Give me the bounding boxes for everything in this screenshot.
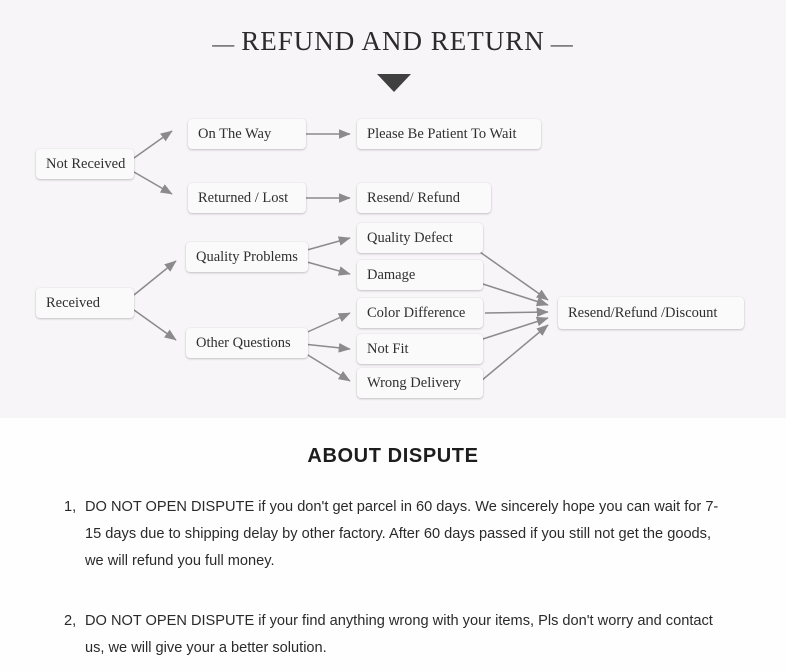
node-label: Wrong Delivery: [367, 374, 462, 391]
node-wrong-delivery[interactable]: [357, 368, 483, 398]
node-quality-problems[interactable]: [186, 242, 308, 272]
node-not-fit[interactable]: [357, 334, 483, 364]
node-resend-refund[interactable]: [357, 183, 491, 213]
dispute-item-number: 1,: [64, 499, 77, 515]
dispute-item-text: DO NOT OPEN DISPUTE if your find anything wrong with your items, Pls don't worry and contact us, we will give your a better solution.: [85, 613, 713, 656]
node-label: Received: [46, 294, 100, 311]
node-label: On The Way: [198, 125, 272, 142]
node-other-questions[interactable]: [186, 328, 308, 358]
node-label: Damage: [367, 266, 416, 283]
node-label: Resend/ Refund: [367, 189, 461, 206]
dispute-item-2: [64, 608, 724, 662]
node-damage[interactable]: [357, 260, 483, 290]
node-label: Returned / Lost: [198, 189, 289, 206]
node-label: Quality Problems: [196, 248, 298, 265]
node-returned-lost[interactable]: [188, 183, 306, 213]
title-dash-left: —: [212, 30, 236, 56]
node-label: Not Received: [46, 155, 126, 172]
node-not-received[interactable]: [36, 149, 134, 179]
dispute-heading: ABOUT DISPUTE: [307, 445, 479, 467]
node-resend-refund-discount[interactable]: [558, 297, 744, 329]
dispute-section: [0, 418, 786, 672]
node-color-difference[interactable]: [357, 298, 483, 328]
node-please-be-patient-to-wait[interactable]: [357, 119, 541, 149]
title-text: REFUND AND RETURN: [241, 26, 545, 56]
node-label: Quality Defect: [367, 229, 453, 246]
node-label: Resend/Refund /Discount: [568, 304, 718, 321]
node-quality-defect[interactable]: [357, 223, 483, 253]
node-label: Please Be Patient To Wait: [367, 125, 517, 142]
node-received[interactable]: [36, 288, 134, 318]
dispute-item-1: [64, 494, 724, 575]
node-label: Color Difference: [367, 304, 466, 321]
dispute-item-text: DO NOT OPEN DISPUTE if you don't get parcel in 60 days. We sincerely hope you can wait for 7-15 days due to shipping delay by other factory. After 60 days passed if you still not get the goods, we will refund you full money.: [85, 499, 719, 569]
node-on-the-way[interactable]: [188, 119, 306, 149]
node-label: Not Fit: [367, 340, 409, 357]
node-label: Other Questions: [196, 334, 291, 351]
title-dash-right: —: [550, 30, 574, 56]
dispute-item-number: 2,: [64, 613, 77, 629]
